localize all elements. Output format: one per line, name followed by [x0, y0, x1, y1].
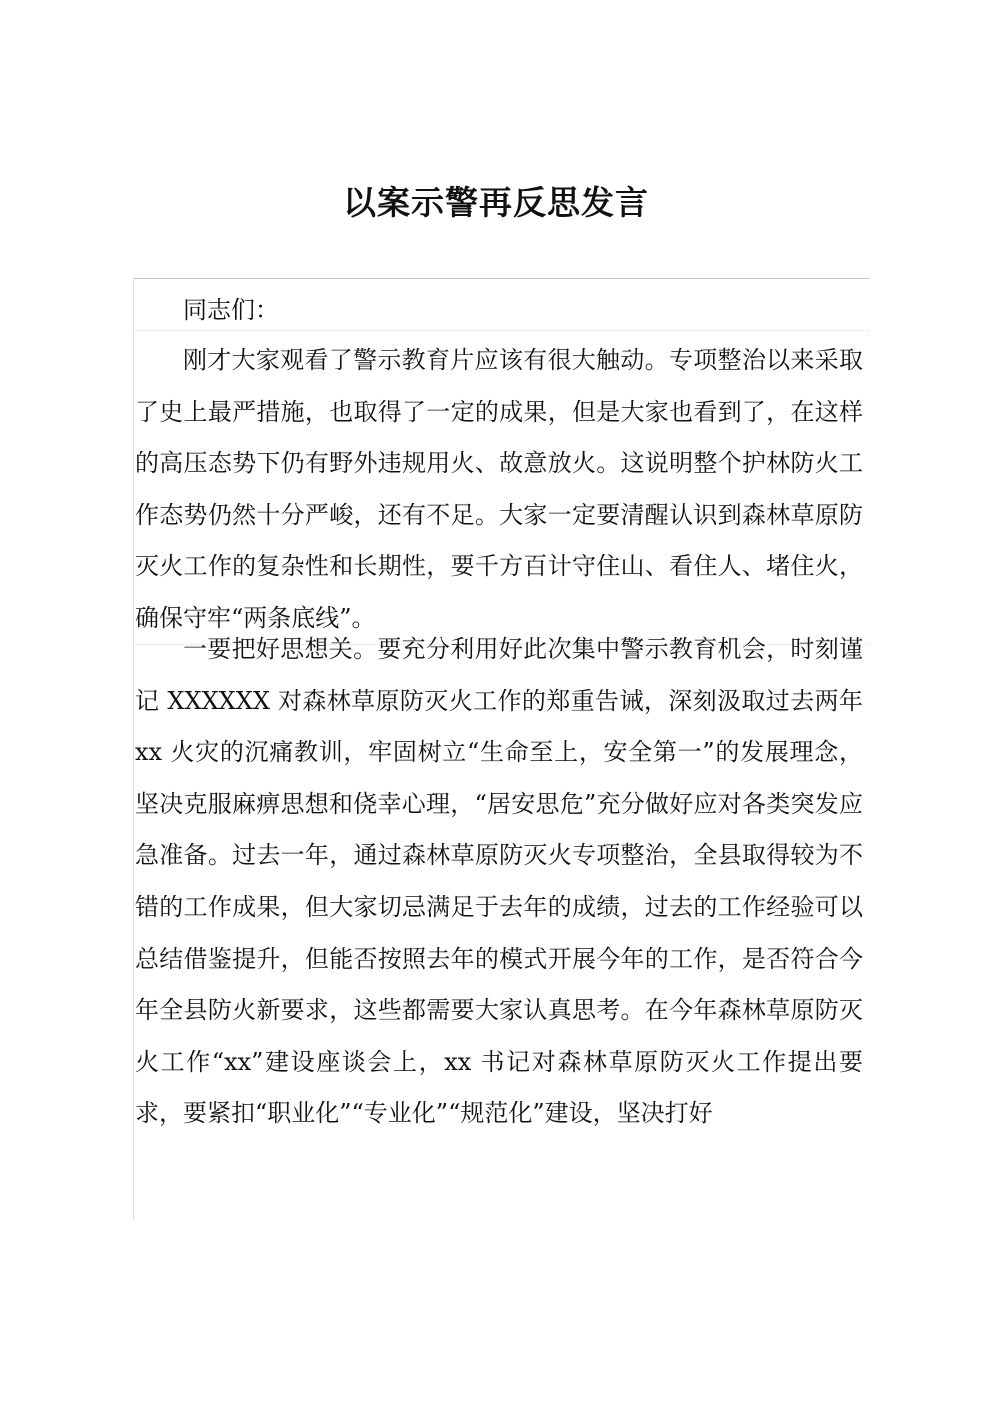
- top-rule: [133, 278, 870, 279]
- greeting: 同志们：: [183, 296, 279, 324]
- paragraph-intro: 刚才大家观看了警示教育片应该有很大触动。专项整治以来采取了史上最严措施，也取得了一定的成果，但是大家也看到了，在这样的高压态势下仍有野外违规用火、故意放火。这说明整个护林防火工作态势仍然十分严峻，还有不足。大家一定要清醒认识到森林草原防灭火工作的复杂性和长期性，要千方百计守住山、看住人、堵住火，确保守牢“两条底线”。: [135, 346, 863, 632]
- left-rule: [133, 278, 134, 1220]
- page-title: 以案示警再反思发言: [343, 183, 649, 222]
- paragraph-thought-gate: 一要把好思想关。要充分利用好此次集中警示教育机会，时刻谨记 XXXXXX 对森林草原防灭火工作的郑重告诫，深刻汲取过去两年 xx 火灾的沉痛教训，牢固树立“生命至上，安全第一”的发展理念，坚决克服麻痹思想和侥幸心理，“居安思危”充分做好应对各类突发应急准备。过去一年，通过森林草原防灭火专项整治，全县取得较为不错的工作成果，但大家切忌满足于去年的成绩，过去的工作经验可以总结借鉴提升，但能否按照去年的模式开展今年的工作，是否符合今年全县防火新要求，这些都需要大家认真思考。在今年森林草原防灭火工作“xx”建设座谈会上，xx 书记对森林草原防灭火工作提出要求，要紧扣“职业化”“专业化”“规范化”建设，坚决打好: [135, 635, 863, 1128]
